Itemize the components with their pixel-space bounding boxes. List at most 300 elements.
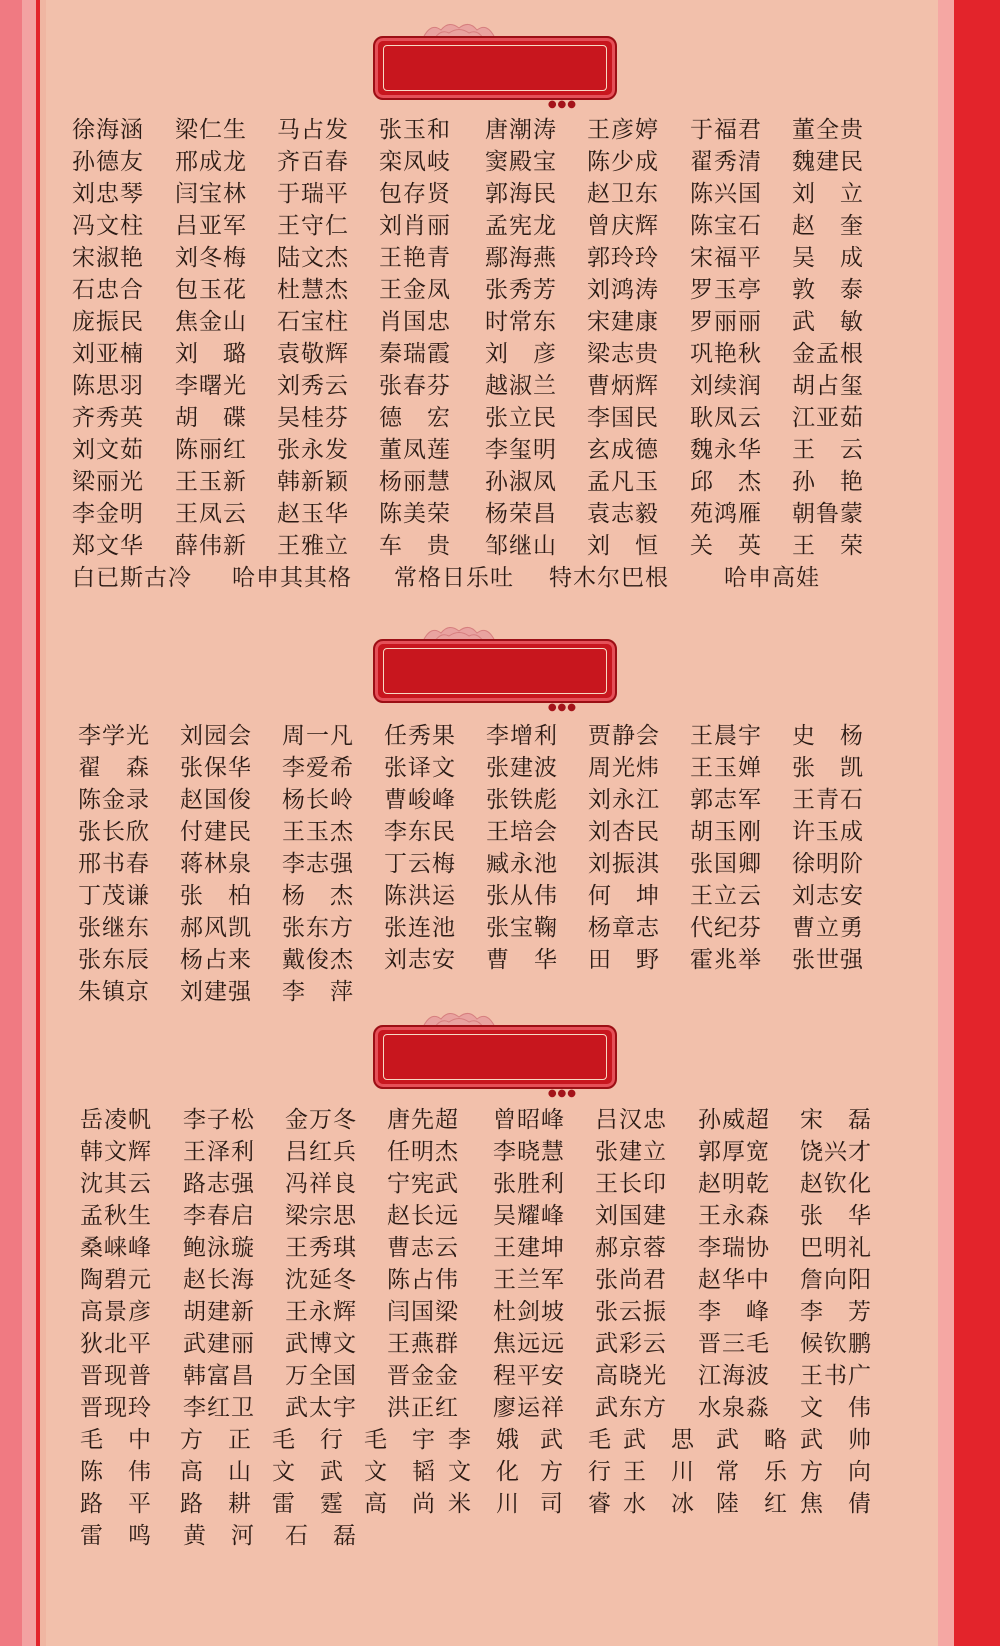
person-name: 晋现玲 xyxy=(80,1395,152,1421)
person-name: 李 芳 xyxy=(800,1299,872,1325)
person-name: 蒋林泉 xyxy=(180,851,252,877)
person-name: 方 正 xyxy=(180,1427,252,1453)
person-name: 毛 行 xyxy=(272,1427,344,1453)
person-name: 时常东 xyxy=(485,309,557,335)
person-name: 周光炜 xyxy=(588,755,660,781)
person-name: 郭海民 xyxy=(485,181,557,207)
person-name: 陆文杰 xyxy=(277,245,349,271)
person-name: 韩富昌 xyxy=(183,1363,255,1389)
person-name: 王兰军 xyxy=(493,1267,565,1293)
person-name: 李爱希 xyxy=(282,755,354,781)
person-name: 江海波 xyxy=(698,1363,770,1389)
person-name: 曾庆辉 xyxy=(587,213,659,239)
person-name: 肖国忠 xyxy=(379,309,451,335)
person-name: 张 凯 xyxy=(792,755,864,781)
person-name: 狄北平 xyxy=(80,1331,152,1357)
person-name: 特木尔巴根 xyxy=(549,565,669,591)
person-name: 杨荣昌 xyxy=(485,501,557,527)
person-name: 胡玉刚 xyxy=(690,819,762,845)
person-name: 付建民 xyxy=(180,819,252,845)
person-name: 胡 碟 xyxy=(175,405,247,431)
person-name: 李志强 xyxy=(282,851,354,877)
person-name: 李春启 xyxy=(183,1203,255,1229)
person-name: 桑崃峰 xyxy=(80,1235,152,1261)
person-name: 廖运祥 xyxy=(493,1395,565,1421)
person-name: 吴桂芬 xyxy=(277,405,349,431)
person-name: 唐先超 xyxy=(387,1107,459,1133)
person-name: 孙威超 xyxy=(698,1107,770,1133)
person-name: 李增利 xyxy=(486,723,558,749)
person-name: 闫宝林 xyxy=(175,181,247,207)
person-name: 司 睿 xyxy=(540,1491,612,1517)
person-name: 哈申高娃 xyxy=(724,565,820,591)
person-name: 洪正红 xyxy=(387,1395,459,1421)
person-name: 吕红兵 xyxy=(285,1139,357,1165)
person-name: 刘 彦 xyxy=(485,341,557,367)
person-name: 陶碧元 xyxy=(80,1267,152,1293)
person-name: 晋现普 xyxy=(80,1363,152,1389)
person-name: 刘志安 xyxy=(384,947,456,973)
person-name: 李 萍 xyxy=(282,979,354,1005)
person-name: 李曙光 xyxy=(175,373,247,399)
person-name: 赵钦化 xyxy=(800,1171,872,1197)
person-name: 邢书春 xyxy=(78,851,150,877)
person-name: 雷 鸣 xyxy=(80,1523,152,1549)
person-name: 路志强 xyxy=(183,1171,255,1197)
person-name: 刘肖丽 xyxy=(379,213,451,239)
person-name: 哈申其其格 xyxy=(232,565,352,591)
person-name: 李学光 xyxy=(78,723,150,749)
person-name: 魏建民 xyxy=(792,149,864,175)
person-name: 闫国梁 xyxy=(387,1299,459,1325)
person-name: 丁茂谦 xyxy=(78,883,150,909)
person-name: 刘园会 xyxy=(180,723,252,749)
person-name: 王玉杰 xyxy=(282,819,354,845)
person-name: 武太宇 xyxy=(285,1395,357,1421)
person-name: 袁志毅 xyxy=(587,501,659,527)
person-name: 于福君 xyxy=(690,117,762,143)
person-name: 王艳青 xyxy=(379,245,451,271)
person-name: 李 峰 xyxy=(698,1299,770,1325)
person-name: 赵明乾 xyxy=(698,1171,770,1197)
person-name: 王 云 xyxy=(792,437,864,463)
person-name: 吴耀峰 xyxy=(493,1203,565,1229)
person-name: 王泽利 xyxy=(183,1139,255,1165)
person-name: 杨长岭 xyxy=(282,787,354,813)
person-name: 代纪芬 xyxy=(690,915,762,941)
person-name: 刘亚楠 xyxy=(72,341,144,367)
person-name: 郭厚宽 xyxy=(698,1139,770,1165)
person-name: 杨丽慧 xyxy=(379,469,451,495)
person-name: 王立云 xyxy=(690,883,762,909)
person-name: 沈其云 xyxy=(80,1171,152,1197)
person-name: 王燕群 xyxy=(387,1331,459,1357)
person-name: 刘忠琴 xyxy=(72,181,144,207)
person-name: 德 宏 xyxy=(379,405,451,431)
person-name: 梁志贵 xyxy=(587,341,659,367)
person-name: 杜剑坡 xyxy=(493,1299,565,1325)
person-name: 朝鲁蒙 xyxy=(792,501,864,527)
person-name: 武东方 xyxy=(595,1395,667,1421)
person-name: 苑鸿雁 xyxy=(690,501,762,527)
person-name: 越淑兰 xyxy=(485,373,557,399)
section-banner xyxy=(373,639,615,713)
person-name: 张东辰 xyxy=(78,947,150,973)
section-title xyxy=(373,36,613,96)
person-name: 陈洪运 xyxy=(384,883,456,909)
person-name: 张永发 xyxy=(277,437,349,463)
person-name: 张建波 xyxy=(486,755,558,781)
person-name: 武 帅 xyxy=(800,1427,872,1453)
person-name: 王永森 xyxy=(698,1203,770,1229)
person-name: 石宝柱 xyxy=(277,309,349,335)
person-name: 岳凌帆 xyxy=(80,1107,152,1133)
person-name: 武 敏 xyxy=(792,309,864,335)
person-name: 贾静会 xyxy=(588,723,660,749)
person-name: 陈美荣 xyxy=(379,501,451,527)
person-name: 翟 森 xyxy=(78,755,150,781)
banner-dots-icon: ●●● xyxy=(547,702,577,713)
person-name: 李玺明 xyxy=(485,437,557,463)
person-name: 李 娥 xyxy=(448,1427,520,1453)
person-name: 方 向 xyxy=(800,1459,872,1485)
person-name: 刘国建 xyxy=(595,1203,667,1229)
person-name: 齐秀英 xyxy=(72,405,144,431)
person-name: 韩新颖 xyxy=(277,469,349,495)
person-name: 戴俊杰 xyxy=(282,947,354,973)
person-name: 张建立 xyxy=(595,1139,667,1165)
person-name: 臧永池 xyxy=(486,851,558,877)
person-name: 徐海涵 xyxy=(72,117,144,143)
person-name: 刘冬梅 xyxy=(175,245,247,271)
person-name: 晋金金 xyxy=(387,1363,459,1389)
person-name: 刘文茹 xyxy=(72,437,144,463)
person-name: 高 山 xyxy=(180,1459,252,1485)
person-name: 周一凡 xyxy=(282,723,354,749)
person-name: 袁敬辉 xyxy=(277,341,349,367)
person-name: 邹继山 xyxy=(485,533,557,559)
person-name: 张 柏 xyxy=(180,883,252,909)
person-name: 张国卿 xyxy=(690,851,762,877)
person-name: 陈少成 xyxy=(587,149,659,175)
person-name: 金万冬 xyxy=(285,1107,357,1133)
panel-edge-right xyxy=(938,0,954,1646)
person-name: 张秀芳 xyxy=(485,277,557,303)
section-title xyxy=(373,639,613,699)
person-name: 刘 恒 xyxy=(587,533,659,559)
person-name: 曹 华 xyxy=(486,947,558,973)
person-name: 栾凤岐 xyxy=(379,149,451,175)
person-name: 巩艳秋 xyxy=(690,341,762,367)
person-name: 胡建新 xyxy=(183,1299,255,1325)
person-name: 常 乐 xyxy=(716,1459,788,1485)
person-name: 王彦婷 xyxy=(587,117,659,143)
person-name: 董全贵 xyxy=(792,117,864,143)
person-name: 陈金录 xyxy=(78,787,150,813)
person-name: 雷 霆 xyxy=(272,1491,344,1517)
person-name: 邢成龙 xyxy=(175,149,247,175)
person-name: 丁云梅 xyxy=(384,851,456,877)
person-name: 王书广 xyxy=(800,1363,872,1389)
person-name: 齐百春 xyxy=(277,149,349,175)
person-name: 郑文华 xyxy=(72,533,144,559)
banner-dots-icon: ●●● xyxy=(547,99,577,110)
person-name: 吴 成 xyxy=(792,245,864,271)
person-name: 陈兴国 xyxy=(690,181,762,207)
person-name: 马占发 xyxy=(277,117,349,143)
person-name: 张胜利 xyxy=(493,1171,565,1197)
person-name: 黄 河 xyxy=(183,1523,255,1549)
person-name: 陈占伟 xyxy=(387,1267,459,1293)
person-name: 张宝鞠 xyxy=(486,915,558,941)
person-name: 孙淑凤 xyxy=(485,469,557,495)
person-name: 焦金山 xyxy=(175,309,247,335)
person-name: 冯文柱 xyxy=(72,213,144,239)
banner-dots-icon: ●●● xyxy=(547,1088,577,1099)
person-name: 王雅立 xyxy=(277,533,349,559)
person-name: 鲍泳璇 xyxy=(183,1235,255,1261)
person-name: 李瑞协 xyxy=(698,1235,770,1261)
person-name: 张云振 xyxy=(595,1299,667,1325)
person-name: 毛 中 xyxy=(80,1427,152,1453)
person-name: 董凤莲 xyxy=(379,437,451,463)
person-name: 路 平 xyxy=(80,1491,152,1517)
person-name: 翟秀清 xyxy=(690,149,762,175)
person-name: 赵国俊 xyxy=(180,787,252,813)
person-name: 任秀果 xyxy=(384,723,456,749)
person-name: 赵玉华 xyxy=(277,501,349,527)
person-name: 张春芬 xyxy=(379,373,451,399)
person-name: 刘 璐 xyxy=(175,341,247,367)
person-name: 刘永江 xyxy=(588,787,660,813)
person-name: 罗玉亭 xyxy=(690,277,762,303)
person-name: 金孟根 xyxy=(792,341,864,367)
person-name: 王青石 xyxy=(792,787,864,813)
person-name: 刘鸿涛 xyxy=(587,277,659,303)
person-name: 焦 倩 xyxy=(800,1491,872,1517)
person-name: 毛 宇 xyxy=(364,1427,436,1453)
person-name: 饶兴才 xyxy=(800,1139,872,1165)
person-name: 王培会 xyxy=(486,819,558,845)
person-name: 魏永华 xyxy=(690,437,762,463)
person-name: 文 韬 xyxy=(364,1459,436,1485)
person-name: 武 略 xyxy=(716,1427,788,1453)
person-name: 吕汉忠 xyxy=(595,1107,667,1133)
person-name: 任明杰 xyxy=(387,1139,459,1165)
person-name: 白已斯古冷 xyxy=(72,565,192,591)
person-name: 窦殿宝 xyxy=(485,149,557,175)
person-name: 武 毛 xyxy=(540,1427,612,1453)
person-name: 张长欣 xyxy=(78,819,150,845)
person-name: 胡占玺 xyxy=(792,373,864,399)
person-name: 赵长海 xyxy=(183,1267,255,1293)
person-name: 刘秀云 xyxy=(277,373,349,399)
person-name: 宋 磊 xyxy=(800,1107,872,1133)
person-name: 王建坤 xyxy=(493,1235,565,1261)
person-name: 王长印 xyxy=(595,1171,667,1197)
person-name: 高 尚 xyxy=(364,1491,436,1517)
person-name: 许玉成 xyxy=(792,819,864,845)
person-name: 晋三毛 xyxy=(698,1331,770,1357)
person-name: 包玉花 xyxy=(175,277,247,303)
person-name: 徐明阶 xyxy=(792,851,864,877)
person-name: 敦 泰 xyxy=(792,277,864,303)
person-name: 张立民 xyxy=(485,405,557,431)
person-name: 孟秋生 xyxy=(80,1203,152,1229)
person-name: 文 武 xyxy=(272,1459,344,1485)
person-name: 刘杏民 xyxy=(588,819,660,845)
section-title xyxy=(373,1025,613,1085)
person-name: 包存贤 xyxy=(379,181,451,207)
person-name: 梁丽光 xyxy=(72,469,144,495)
person-name: 石 磊 xyxy=(285,1523,357,1549)
section-banner xyxy=(373,36,615,110)
person-name: 曾昭峰 xyxy=(493,1107,565,1133)
person-name: 沈延冬 xyxy=(285,1267,357,1293)
person-name: 刘振淇 xyxy=(588,851,660,877)
person-name: 水 冰 xyxy=(623,1491,695,1517)
person-name: 梁仁生 xyxy=(175,117,247,143)
person-name: 张玉和 xyxy=(379,117,451,143)
person-name: 米 川 xyxy=(448,1491,520,1517)
person-name: 郭志军 xyxy=(690,787,762,813)
person-name: 杜慧杰 xyxy=(277,277,349,303)
person-name: 薛伟新 xyxy=(175,533,247,559)
person-name: 张尚君 xyxy=(595,1267,667,1293)
person-name: 曹峻峰 xyxy=(384,787,456,813)
person-name: 刘续润 xyxy=(690,373,762,399)
person-name: 巴明礼 xyxy=(800,1235,872,1261)
person-name: 李金明 xyxy=(72,501,144,527)
person-name: 张东方 xyxy=(282,915,354,941)
person-name: 唐潮涛 xyxy=(485,117,557,143)
person-name: 田 野 xyxy=(588,947,660,973)
person-name: 陈宝石 xyxy=(690,213,762,239)
person-name: 刘建强 xyxy=(180,979,252,1005)
person-name: 王永辉 xyxy=(285,1299,357,1325)
person-name: 詹向阳 xyxy=(800,1267,872,1293)
person-name: 常格日乐吐 xyxy=(394,565,514,591)
person-name: 宋淑艳 xyxy=(72,245,144,271)
person-name: 陸 红 xyxy=(716,1491,788,1517)
person-name: 张铁彪 xyxy=(486,787,558,813)
person-name: 郭玲玲 xyxy=(587,245,659,271)
frame-stripe-left xyxy=(0,0,22,1646)
person-name: 王 荣 xyxy=(792,533,864,559)
person-name: 陈 伟 xyxy=(80,1459,152,1485)
person-name: 赵华中 xyxy=(698,1267,770,1293)
person-name: 吕亚军 xyxy=(175,213,247,239)
person-name: 刘志安 xyxy=(792,883,864,909)
person-name: 武博文 xyxy=(285,1331,357,1357)
person-name: 王金凤 xyxy=(379,277,451,303)
person-name: 邱 杰 xyxy=(690,469,762,495)
person-name: 高景彦 xyxy=(80,1299,152,1325)
person-name: 武彩云 xyxy=(595,1331,667,1357)
person-name: 张连池 xyxy=(384,915,456,941)
person-name: 杨 杰 xyxy=(282,883,354,909)
person-name: 路 耕 xyxy=(180,1491,252,1517)
person-name: 王晨宇 xyxy=(690,723,762,749)
person-name: 李国民 xyxy=(587,405,659,431)
person-name: 王凤云 xyxy=(175,501,247,527)
content-panel xyxy=(40,0,954,1646)
person-name: 武建丽 xyxy=(183,1331,255,1357)
person-name: 孙德友 xyxy=(72,149,144,175)
person-name: 霍兆举 xyxy=(690,947,762,973)
person-name: 赵 奎 xyxy=(792,213,864,239)
person-name: 秦瑞霞 xyxy=(379,341,451,367)
person-name: 王秀琪 xyxy=(285,1235,357,1261)
person-name: 刘 立 xyxy=(792,181,864,207)
person-name: 郝京蓉 xyxy=(595,1235,667,1261)
person-name: 庞振民 xyxy=(72,309,144,335)
person-name: 张保华 xyxy=(180,755,252,781)
person-name: 方 行 xyxy=(540,1459,612,1485)
person-name: 赵长远 xyxy=(387,1203,459,1229)
person-name: 石忠合 xyxy=(72,277,144,303)
person-name: 张 华 xyxy=(800,1203,872,1229)
person-name: 张世强 xyxy=(792,947,864,973)
person-name: 李子松 xyxy=(183,1107,255,1133)
person-name: 李东民 xyxy=(384,819,456,845)
person-name: 武 思 xyxy=(623,1427,695,1453)
person-name: 曹志云 xyxy=(387,1235,459,1261)
person-name: 车 贵 xyxy=(379,533,451,559)
person-name: 程平安 xyxy=(493,1363,565,1389)
person-name: 孙 艳 xyxy=(792,469,864,495)
person-name: 朱镇京 xyxy=(78,979,150,1005)
person-name: 史 杨 xyxy=(792,723,864,749)
person-name: 杨章志 xyxy=(588,915,660,941)
person-name: 高晓光 xyxy=(595,1363,667,1389)
panel-edge-left xyxy=(40,0,46,1646)
person-name: 鄢海燕 xyxy=(485,245,557,271)
person-name: 张继东 xyxy=(78,915,150,941)
person-name: 孟宪龙 xyxy=(485,213,557,239)
person-name: 曹立勇 xyxy=(792,915,864,941)
person-name: 候钦鹏 xyxy=(800,1331,872,1357)
person-name: 水泉淼 xyxy=(698,1395,770,1421)
person-name: 宋建康 xyxy=(587,309,659,335)
person-name: 王 川 xyxy=(623,1459,695,1485)
person-name: 文 化 xyxy=(448,1459,520,1485)
person-name: 江亚茹 xyxy=(792,405,864,431)
person-name: 张译文 xyxy=(384,755,456,781)
person-name: 冯祥良 xyxy=(285,1171,357,1197)
person-name: 陈丽红 xyxy=(175,437,247,463)
person-name: 李晓慧 xyxy=(493,1139,565,1165)
person-name: 孟凡玉 xyxy=(587,469,659,495)
person-name: 赵卫东 xyxy=(587,181,659,207)
person-name: 张从伟 xyxy=(486,883,558,909)
person-name: 梁宗思 xyxy=(285,1203,357,1229)
person-name: 关 英 xyxy=(690,533,762,559)
person-name: 杨占来 xyxy=(180,947,252,973)
person-name: 焦远远 xyxy=(493,1331,565,1357)
person-name: 何 坤 xyxy=(588,883,660,909)
person-name: 文 伟 xyxy=(800,1395,872,1421)
person-name: 韩文辉 xyxy=(80,1139,152,1165)
person-name: 耿凤云 xyxy=(690,405,762,431)
person-name: 陈思羽 xyxy=(72,373,144,399)
person-name: 王守仁 xyxy=(277,213,349,239)
person-name: 王玉婵 xyxy=(690,755,762,781)
person-name: 李红卫 xyxy=(183,1395,255,1421)
person-name: 万全国 xyxy=(285,1363,357,1389)
person-name: 郝风凯 xyxy=(180,915,252,941)
person-name: 曹炳辉 xyxy=(587,373,659,399)
